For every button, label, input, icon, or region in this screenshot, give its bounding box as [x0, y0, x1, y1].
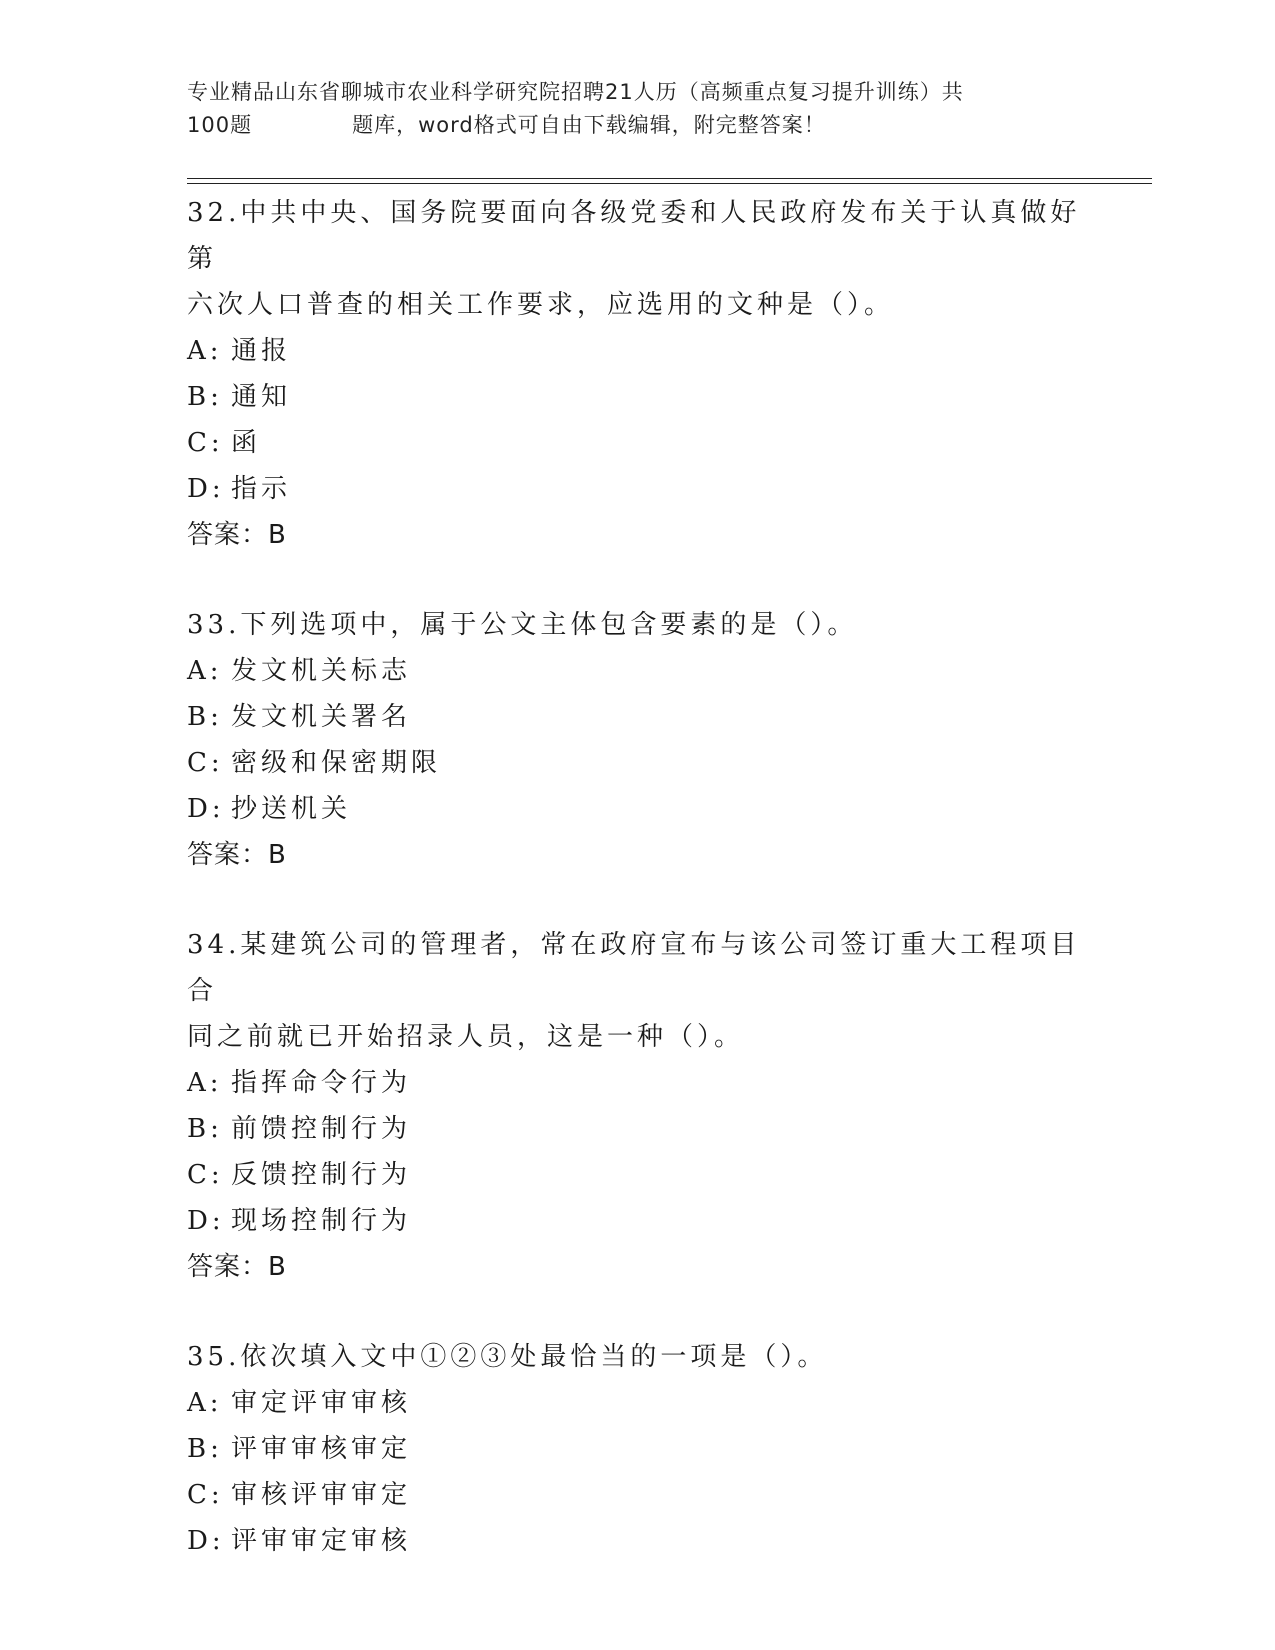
question-stem-line: 32.中共中央、国务院要面向各级党委和人民政府发布关于认真做好第 — [187, 198, 1081, 274]
header-divider-top — [187, 178, 1152, 179]
option-text: 函 — [231, 428, 262, 458]
option-d — [187, 786, 1087, 832]
question-spacer — [187, 1290, 1087, 1334]
question-stem-line: 六次人口普查的相关工作要求，应选用的文种是（）。 — [187, 290, 895, 320]
option-c — [187, 420, 1087, 466]
option-c — [187, 1472, 1087, 1518]
option-d — [187, 1518, 1087, 1564]
option-key: C: — [187, 748, 224, 778]
option-key: B: — [187, 382, 223, 412]
option-text: 发文机关署名 — [231, 702, 412, 732]
option-text: 现场控制行为 — [231, 1206, 412, 1236]
question-spacer — [187, 558, 1087, 602]
option-b — [187, 374, 1087, 420]
question-stem-line: 33.下列选项中，属于公文主体包含要素的是（）。 — [187, 610, 858, 640]
option-a — [187, 1380, 1087, 1426]
option-d — [187, 466, 1087, 512]
question-stem-line: 35.依次填入文中①②③处最恰当的一项是（）。 — [187, 1342, 828, 1372]
option-a — [187, 1060, 1087, 1106]
question-spacer — [187, 878, 1087, 922]
option-text: 反馈控制行为 — [231, 1160, 412, 1190]
option-b — [187, 694, 1087, 740]
option-text: 前馈控制行为 — [231, 1114, 412, 1144]
option-key: D: — [187, 1206, 225, 1236]
header-description: 题库，word格式可自由下载编辑，附完整答案！ — [352, 113, 826, 137]
option-b — [187, 1426, 1087, 1472]
option-text: 审定评审审核 — [231, 1388, 412, 1418]
option-key: C: — [187, 428, 224, 458]
option-a — [187, 648, 1087, 694]
document-header — [187, 76, 1087, 142]
option-key: A: — [187, 1388, 223, 1418]
question-stem-line: 同之前就已开始招录人员，这是一种（）。 — [187, 1022, 745, 1052]
option-key: D: — [187, 1526, 225, 1556]
option-key: A: — [187, 1068, 223, 1098]
option-key: A: — [187, 656, 223, 686]
option-text: 通报 — [231, 336, 292, 366]
option-a — [187, 328, 1087, 374]
answer-line: 答案：B — [187, 1252, 287, 1282]
question-stem-line: 34.某建筑公司的管理者，常在政府宣布与该公司签订重大工程项目合 — [187, 930, 1081, 1006]
option-text: 指示 — [231, 474, 292, 504]
option-key: D: — [187, 794, 225, 824]
answer-line: 答案：B — [187, 840, 287, 870]
answer-line: 答案：B — [187, 520, 287, 550]
option-text: 抄送机关 — [231, 794, 352, 824]
option-b — [187, 1106, 1087, 1152]
header-divider-bottom — [187, 183, 1152, 184]
question-list — [187, 190, 1087, 1564]
option-text: 审核评审审定 — [231, 1480, 412, 1510]
option-key: B: — [187, 702, 223, 732]
option-text: 评审审定审核 — [231, 1526, 412, 1556]
option-key: B: — [187, 1114, 223, 1144]
option-key: C: — [187, 1480, 224, 1510]
option-c — [187, 740, 1087, 786]
option-key: D: — [187, 474, 225, 504]
option-c — [187, 1152, 1087, 1198]
question-33 — [187, 602, 1087, 878]
question-32 — [187, 190, 1087, 558]
question-35 — [187, 1334, 1087, 1564]
option-d — [187, 1198, 1087, 1244]
header-line-1: 专业精品山东省聊城市农业科学研究院招聘21人历（高频重点复习提升训练）共 — [187, 80, 964, 104]
option-text: 指挥命令行为 — [231, 1068, 412, 1098]
header-question-count: 100题 — [187, 113, 253, 137]
option-text: 发文机关标志 — [231, 656, 412, 686]
option-key: B: — [187, 1434, 223, 1464]
option-text: 通知 — [231, 382, 292, 412]
question-34 — [187, 922, 1087, 1290]
option-key: A: — [187, 336, 223, 366]
option-text: 评审审核审定 — [231, 1434, 412, 1464]
option-key: C: — [187, 1160, 224, 1190]
header-line-2 — [187, 109, 1087, 142]
option-text: 密级和保密期限 — [231, 748, 442, 778]
